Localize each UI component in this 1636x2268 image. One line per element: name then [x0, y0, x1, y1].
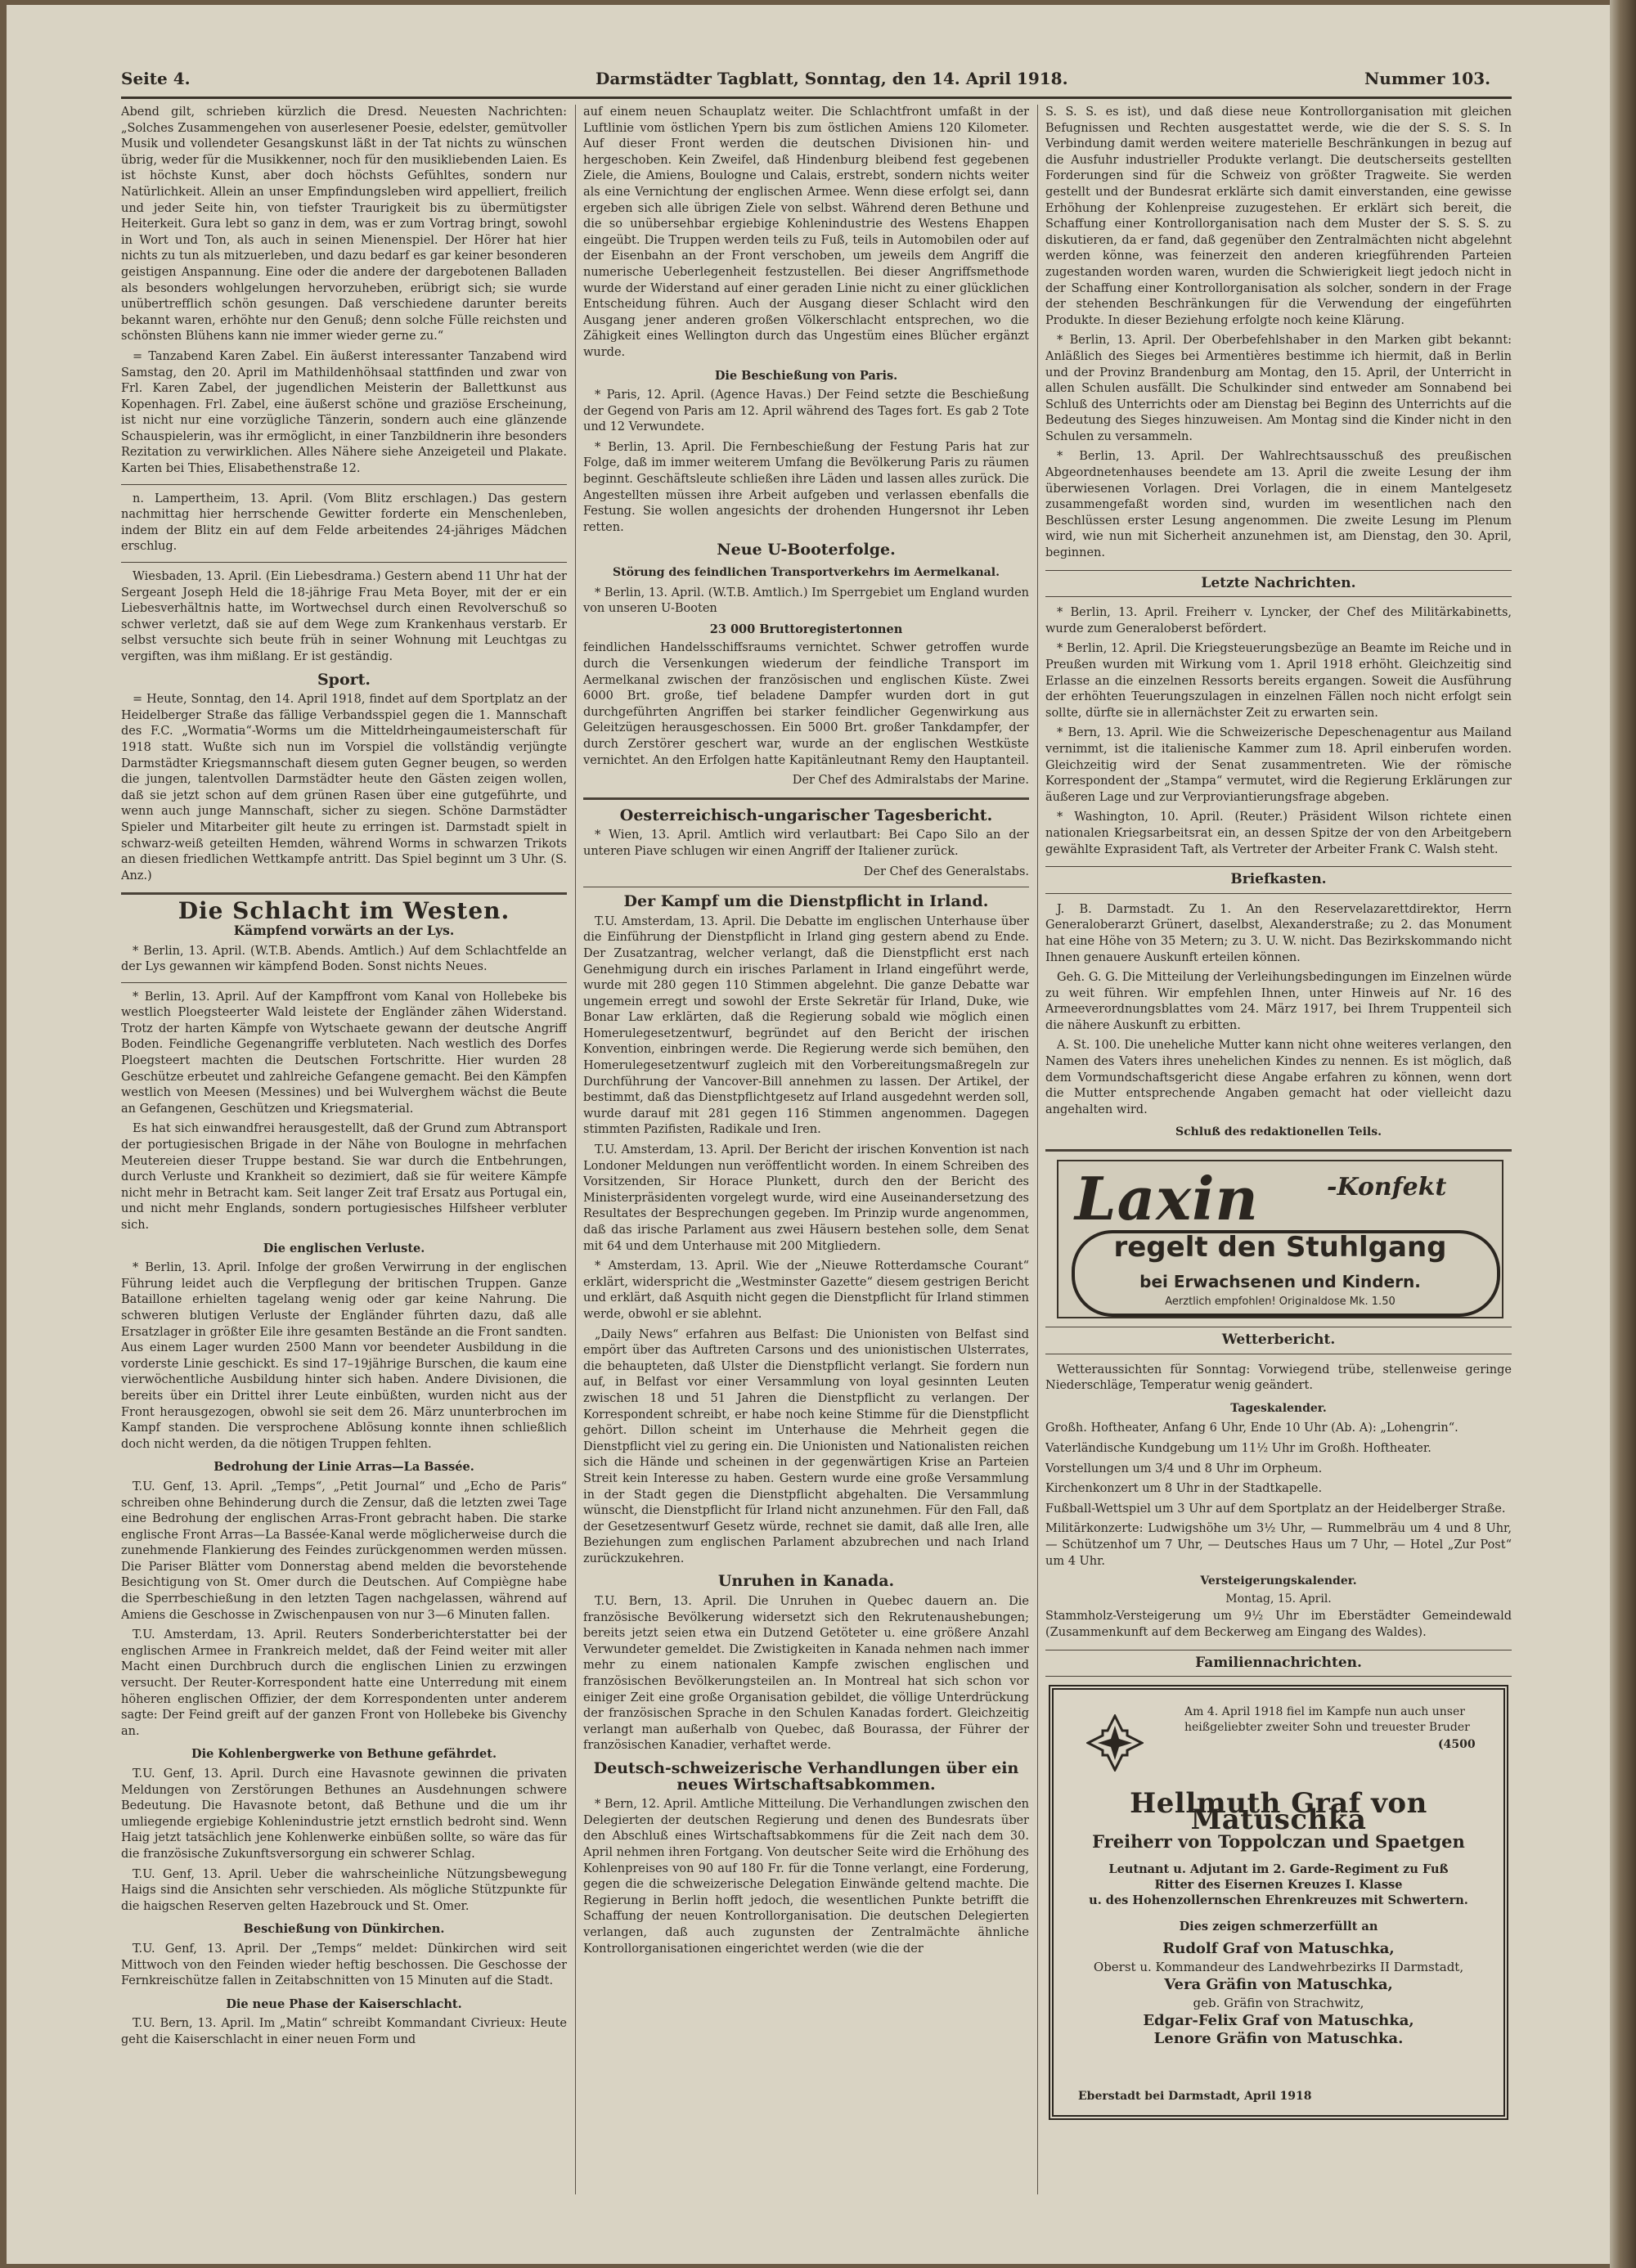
- article-text: = Tanzabend Karen Zabel. Ein äußerst interessanter Tanzabend wird Samstag, den 20. April im Mathildenhöhsaal stattfinden und zwar von Frl. Karen Zabel, der jugendlichen Meisterin der Ballettkunst aus Kopenhagen. Frl. Zabel, eine äußerst schöne und graziöse Erscheinung, ist nicht nur eine vorzügliche Tänzerin, sondern auch eine glänzende Schauspielerin, was ihr ermöglicht, in einer Tanzbildnerin ihre besonders Rezitation zu verwirklichen. Alles Nähere siehe Anzeigeteil und Plakate. Karten bei Thies, Elisabethenstraße 12.: [121, 349, 567, 476]
- article-text: * Berlin, 13. April. Der Oberbefehlshaber in den Marken gibt bekannt: Anläßlich des Sieges bei Armentières bestimme ich hiermit, daß in Berlin und der Provinz Brandenburg am Montag, den 15. April, der Unterricht in allen Schulen ausfällt. Die Schulkinder sind entweder am Sonnabend bei Schluß des Unterrichts oder am Dienstag bei Beginn des Unterrichts auf die Bedeutung des Sieges hinzuweisen. Am Montag sind die Kinder nicht in den Schulen zu versammeln.: [1045, 334, 1512, 443]
- page-number: Seite 4.: [121, 69, 191, 88]
- section-heading: Neue U-Booterfolge.: [717, 541, 896, 559]
- article-text: Es hat sich einwandfrei herausgestellt, daß der Grund zum Abtransport der portugiesischen Brigade in der Nähe von Boulogne in mehrfachen Meutereien dieser Truppe bestand. Sie war durch die Entbehrungen, durch Verluste und Krankheit so dezimiert, daß sie für weitere Kämpfe nicht mehr in Betracht kam. Seit langer Zeit traf Ersatz aus Portugal ein, und nicht mehr Englands, sondern portugiesisches Hilfsheer verbluter sich.: [121, 1122, 567, 1232]
- subheading: Die englischen Verluste.: [263, 1241, 425, 1255]
- calendar-item: Vorstellungen um 3/4 und 8 Uhr im Orpheum.: [1045, 1462, 1323, 1475]
- newspaper-title-date: Darmstädter Tagblatt, Sonntag, den 14. April 1918.: [596, 69, 1068, 88]
- article-text: „Daily News“ erfahren aus Belfast: Die Unionisten von Belfast sind empört über das Auftreten Carsons und des unionistischen Ulsterrates, die behaupteten, daß Ulster die Dienstpflicht verlangt. Sie fordern nun auf, in Belfast vor einer Versammlung von loyal gesinnten Leuten zwischen 18 und 51 Jahren die Dienstpflicht zu verlangen. Der Korrespondent schreibt, er habe noch keine Stimme für die Dienstpflicht gehört. Dillon scheint im Unterhause die Mehrheit gegen die Dienstpflicht viel zu gering ein. Die Unionisten und Nationalisten reichen sich die Hände und scheinen in der gegenwärtigen Krise an Parteien Streit kein Interesse zu haben. Gestern wurde eine große Versammlung in der Stadt gegen die Dienstpflicht abgehalten. Die Versammlung wünscht, die Dienstpflicht für Irland nicht anzunehmen. Für den Fall, daß der Gesetzesentwurf Gesetz würde, rechnet sie damit, daß alle Iren, alle Beziehungen zum englischen Parlament abzubrechen und nach Irland zurückzukehren.: [583, 1327, 1029, 1565]
- article-text: feindlichen Handelsschiffsraums vernichtet. Schwer getroffen wurde durch die Versenkungen wiederum der feindliche Transport im Aermelkanal zwischen der französischen und englischen Küste. Zwei 6000 Brt. große, tief beladene Dampfer wurden dort in gut durchgeführten Angriffen bei starker feindlicher Gegenwirkung aus Geleitzügen herausgeschossen. Ein 5000 Brt. großer Tankdampfer, der durch Zerstörer geschert war, wurde an der englischen Westküste vernichtet. An den Erfolgen hatte Kapitänleutnant Remy den Hauptanteil.: [583, 641, 1029, 767]
- calendar-item: Großh. Hoftheater, Anfang 6 Uhr, Ende 10 Uhr (Ab. A): „Lohengrin“.: [1045, 1421, 1458, 1435]
- article-text: * Berlin, 13. April. Auf der Kampffront vom Kanal von Hollebeke bis westlich Ploegsteerter Wald leistete der Engländer zähen Widerstand. Trotz der harten Kämpfe von Wytschaete gewann der deutsche Angriff Boden. Feindliche Gegenangriffe verbluteten. Nach westlich des Dorfes Ploegsteert machten die Deutschen Fortschritte. Hier wurden 28 Geschütze erbeutet und zahlreiche Gefangene gemacht. Bei den Kämpfen westlich von Meesen (Messines) und bei Wulverghem wächst die Beute an Gefangenen, Geschützen und Kriegsmaterial.: [121, 990, 567, 1116]
- subheading: Beschießung von Dünkirchen.: [243, 1922, 445, 1937]
- article-text: * Berlin, 13. April. Infolge der großen Verwirrung in der englischen Führung leidet auch die Verpflegung der britischen Truppen. Ganze Bataillone erhielten tagelang wenig oder gar keine Nahrung. Die schweren blutigen Verluste der Engländer führten dazu, daß alle Ersatzlager in größter Eile ihre gesamten Bestände an die Front sandten. Aus einem Lager wurden 2500 Mann vor beendeter Ausbildung in die vorderste Linie geschickt. Es sind 17–19jährige Burschen, die kaum eine vierwöchentliche Ausbildung hinter sich haben. Andere Divisionen, die bereits über ein Drittel ihrer Leute einbüßten, wurden nicht aus der Front herausgezogen, obwohl sie seit dem 26. März ununterbrochen im Kampf standen. Die versprochene Ablösung konnte ihnen schließlich doch nicht werden, da die nötigen Truppen fehlten.: [121, 1261, 567, 1451]
- column-divider: [1037, 105, 1038, 2194]
- deceased-rank: Leutnant u. Adjutant im 2. Garde-Regiment zu Fuß Ritter des Eisernen Kreuzes I. Klasse u. des Hohenzollernschen Ehrenkreuzes mit Schwertern.: [1089, 1862, 1468, 1908]
- article-text: * Berlin, 13. April. Freiherr v. Lyncker, der Chef des Militärkabinetts, wurde zum Generaloberst befördert.: [1045, 606, 1512, 635]
- calendar-date: Montag, 15. April.: [1225, 1592, 1332, 1606]
- notice-ref: (4500: [1438, 1738, 1476, 1752]
- divider: [121, 982, 567, 983]
- calendar-item: Stammholz-Versteigerung um 9½ Uhr im Eberstädter Gemeindewald (Zusammenkunft auf dem Beckerweg am Eingang des Waldes).: [1045, 1610, 1512, 1639]
- subheadline: Kämpfend vorwärts an der Lys.: [233, 922, 455, 938]
- subheading: Die neue Phase der Kaiserschlacht.: [226, 1996, 462, 2011]
- signer-name: Edgar-Felix Graf von Matuschka,: [1143, 2012, 1414, 2030]
- article-text: T.U. Genf, 13. April. Ueber die wahrscheinliche Nützungsbewegung Haigs sind die Ansichten sehr verschieden. Als mögliche Stützpunkte für die haigschen Reserven gelten Hazebrouck und St. Omer.: [121, 1867, 567, 1913]
- ad-subline: bei Erwachsenen und Kindern.: [1139, 1272, 1421, 1292]
- article-text: * Paris, 12. April. (Agence Havas.) Der Feind setzte die Beschießung der Gegend von Paris am 12. April während des Tages fort. Es gab 2 Tote und 12 Verwundete.: [583, 388, 1029, 434]
- article-text: * Washington, 10. April. (Reuter.) Präsident Wilson richtete einen nationalen Kriegsarbeitsrat ein, an dessen Spitze der von den Arbeitgebern gewählte Exprasident Taft, als Vertreter der Arbeiter Frank C. Walsh steht.: [1045, 811, 1512, 856]
- article-text: auf einem neuen Schauplatz weiter. Die Schlachtfront umfaßt in der Luftlinie vom östlichen Ypern bis zum östlichen Amiens 120 Kilometer. Auf dieser Front werden die deutschen Divisionen hin- und hergeschoben. Kein Zweifel, daß Hindenburg bleibend fest gegebenen Ziele, die Amiens, Boulogne und Calais, erstrebt, sondern nichts weiter als eine Vernichtung der englischen Armee. Wenn diese erfolgt sei, dann ergeben sich alle übrigen Ziele von selbst. Während deren Bethune und die so unübersehbar ergiebige Kohlenindustrie des Westens Ehappen eingeübt. Die Truppen werden teils zu Fuß, teils in Automobilen oder auf der Eisenbahn an der Front verschoben, um jeweils dem Angriff die numerische Ueberlegenheit festzustellen. Bei dieser Angriffsmethode wurde der Widerstand auf einer geraden Linie nicht zu einer glücklichen Entscheidung führen. Auch der Ausgang dieser Schlacht wird den Ausgang jener anderen großen Völkerschlacht entsprechen, wo die Zähigkeit eines Wellington durch das Ungestüm eines Blücher ergänzt wurde.: [583, 106, 1029, 359]
- divider: [1045, 1149, 1512, 1152]
- notice-intro: Am 4. April 1918 fiel im Kampfe nun auch unser heißgeliebter zweiter Sohn und treuester Bruder: [1184, 1705, 1470, 1735]
- signer-detail: Oberst u. Kommandeur des Landwehrbezirks II Darmstadt,: [1093, 1960, 1464, 1975]
- notice-announcement: Dies zeigen schmerzerfüllt an: [1179, 1920, 1378, 1934]
- calendar-item: Kirchenkonzert um 8 Uhr in der Stadtkapelle.: [1045, 1482, 1323, 1496]
- article-text: * Berlin, 13. April. (W.T.B. Abends. Amtlich.) Auf dem Schlachtfelde an der Lys gewannen wir kämpfend Boden. Sonst nichts Neues.: [121, 944, 567, 974]
- signature: Der Chef des Generalstabs.: [863, 865, 1029, 878]
- header-rule: [121, 97, 1512, 99]
- section-heading: Der Kampf um die Dienstpflicht in Irland.: [623, 892, 989, 911]
- ad-brand-suffix: -Konfekt: [1327, 1173, 1447, 1202]
- end-editorial-note: Schluß des redaktionellen Teils.: [1175, 1125, 1382, 1139]
- ad-fineprint: Aerztlich empfohlen! Originaldose Mk. 1.50: [1165, 1296, 1396, 1309]
- article-text: = Heute, Sonntag, den 14. April 1918, findet auf dem Sportplatz an der Heidelberger Straße das fällige Verbandsspiel gegen die 1. Mannschaft des F.C. „Wormatia“-Worms um die Mitteldrheingaumeisterschaft für 1918 statt. Wußte sich nun im Vorspiel die vollständig verjüngte Darmstädter Kriegsmannschaft diesem guten Gegner beugen, so werden die jungen, talentvollen Darmstädter heute den Gästen zeigen wollen, daß sie jetzt schon auf dem grünen Rasen über eine gutgeführte, und wenn auch junge Mannschaft, sicher zu siegen. Schöne Darmstädter Spieler und Mitarbeiter gilt heute zu erringen ist. Darmstadt spielt in schwarz-weiß geteilten Hemden, während Worms in schwarzen Trikots an diesen friedlichen Wettkampfe antritt. Das Spiel beginnt um 3 Uhr. (S. Anz.): [121, 693, 567, 882]
- issue-number: Nummer 103.: [1364, 69, 1491, 88]
- signer-name: Lenore Gräfin von Matuschka.: [1153, 2030, 1404, 2048]
- section-heading: Familiennachrichten.: [1045, 1650, 1512, 1677]
- section-heading: Unruhen in Kanada.: [717, 1572, 895, 1591]
- article-text: S. S. S. es ist), und daß diese neue Kontrollorganisation mit gleichen Befugnissen und Rechten ausgestattet werde, wie die der S. S. S. In Verbindung damit werden weitere materielle Beschränkungen in bezug auf die Ausfuhr industrieller Produkte verlangt. Die deutscherseits gestellten Forderungen sind für die Schweiz von größter Tragweite. Sie werden gestellt und der Bundesrat erklärte sich damit einverstanden, eine gewisse Erhöhung der Kohlenpreise zuzugestehen. Er erklärt sich bereit, die Schaffung einer Kontrollorganisation nach dem Muster der S. S. S. zu diskutieren, da er fand, daß gegenüber den Zentralmächten nicht abgelehnt werden könne, was feinerzeit den anderen kriegführenden Parteien zugestanden worden waren, wurden die Schwierigkeit liegt jedoch nicht in der Schaffung einer Kontrollorganisation als solcher, sondern in der Frage der stehenden Beschränkungen für die Verwendung der eingeführten Produkte. In dieser Beziehung erfolgte noch keine Klärung.: [1045, 106, 1512, 327]
- ad-slogan: regelt den Stuhlgang: [1113, 1231, 1447, 1264]
- article-text: * Bern, 12. April. Amtliche Mitteilung. Die Verhandlungen zwischen den Delegierten der deutschen Regierung und denen des Bundesrats über den Abschluß eines Wirtschaftsabkommens für die Zeit nach dem 30. April nehmen ihren Fortgang. Von deutscher Seite wird die Erhöhung des Kohlenpreises von 90 auf 180 Fr. für die Tonne verlangt, eine Forderung, gegen die die schweizerische Delegation Einwände geltend machte. Die Regierung in Berlin hofft jedoch, die wesentlichen Punkte betrifft die Schaffung der neuen Kontrollorganisation. Die deutschen Delegierten verlangen, daß auch zugunsten der Zentralmächte ähnliche Kontrollorganisationen eingerichtet werden (wie die der: [583, 1798, 1029, 1956]
- article-text: T.U. Amsterdam, 13. April. Die Debatte im englischen Unterhause über die Einführung der Dienstpflicht in Irland ging gestern abend zu Ende. Der Zusatzantrag, welcher verlangt, daß die Dienstpflicht erst nach Genehmigung durch ein irisches Parlament in Irland eingeführt werde, wurde mit 280 gegen 110 Stimmen abgelehnt. Die ganze Debatte war ungemein erregt und sowohl der Erste Sekretär für Irland, Duke, wie Bonar Law erklärten, daß die Regierung sobald wie möglich einen Homerulegesetzentwurf, begründet auf den Bericht der irischen Konvention, einbringen werde. Die Regierung werde sich bemühen, den Homerulegesetzentwurf zugleich mit den Vorbereitungsmaßregeln zur Durchführung der Vancover-Bill annehmen zu lassen. Der Artikel, der bestimmt, daß das Dienstpflichtgesetz auf Irland ausgedehnt werden soll, wurde darauf mit 281 gegen 116 Stimmen angenommen. Dagegen stimmten Pazifisten, Radikale und Iren.: [583, 914, 1029, 1137]
- subheading: Versteigerungskalender.: [1200, 1574, 1357, 1588]
- article-text: Abend gilt, schrieben kürzlich die Dresd. Neuesten Nachrichten: „Solches Zusammengehen von auserlesener Poesie, edelster, gemütvoller Musik und vollendeter Gesangskunst läßt in der Tat nichts zu wünschen übrig, weder für die Musikkenner, noch für den musikliebenden Laien. Es ist höchste Kunst, aber doch höchsts Gefühltes, sondern nur Natürlichkeit. Allein an unser Empfindungsleben wird appelliert, freilich und jeder Seite hin, von tiefster Traurigkeit bis zu übermütigster Heiterkeit. Gura lebt so ganz in dem, was er zum Vortrag bringt, sowohl in Wort und Ton, als auch in seinen Mienenspiel. Der Hörer hat hier nichts zu tun als mitzuerleben, und dazu bedarf es gar keiner besonderen geistigen Anspannung. Eine oder die andere der dargebotenen Balladen als besonders wohlgelungen hervorzuheben, erübrigt sich; sie wurde unübertrefflich schön gesungen. Daß verschiedene darunter bereits bekannt waren, erhöhte nur den Genuß; denn solche Fülle reichsten und schönsten Blühens kann nie immer wieder gerne zu.“: [121, 106, 567, 344]
- article-text: * Berlin, 13. April. Die Fernbeschießung der Festung Paris hat zur Folge, daß im immer weiterem Umfang die Bevölkerung Paris zu räumen beginnt. Geschäftsleute schließen ihre Läden und lassen alles zurück. Die Angestellten müssen ihre Arbeit aufgeben und verlassen ebenfalls die Festung. Sie wollen angesichts der drohenden Hungersnot ihr Leben retten.: [583, 440, 1029, 534]
- death-notice: [1049, 1685, 1508, 2120]
- calendar-item: Vaterländische Kundgebung um 11½ Uhr im Großh. Hoftheater.: [1045, 1442, 1432, 1455]
- binding-edge: [1610, 0, 1636, 2268]
- tonnage-figure: 23 000 Bruttoregistertonnen: [709, 622, 903, 636]
- article-text: * Berlin, 13. April. (W.T.B. Amtlich.) Im Sperrgebiet um England wurden von unseren U-Booten: [583, 586, 1029, 616]
- article-text: A. St. 100. Die uneheliche Mutter kann nicht ohne weiteres verlangen, den Namen des Vaters ihres unehelichen Kindes zu nennen. Es ist möglich, daß dem Vormundschaftsgericht diese Angabe erfahren zu können, wenn dort die Mutter entsprechende Angaben gemacht hat oder vielleicht dazu angehalten wird.: [1045, 1039, 1512, 1116]
- column-1: [121, 105, 567, 2198]
- divider: [121, 562, 567, 563]
- article-text: * Berlin, 12. April. Die Kriegsteuerungsbezüge an Beamte im Reiche und in Preußen wurden mit Wirkung vom 1. April 1918 erhöht. Gleichzeitig sind Erlasse an die einzelnen Ressorts bereits ergangen. Soweit die Ausführung der erhöhten Teuerungszulagen in einzelnen Fällen noch nicht erfolgt sein sollte, dürfte sie in allernächster Zeit zu erwarten sein.: [1045, 642, 1512, 720]
- article-text: Geh. G. G. Die Mitteilung der Verleihungsbedingungen im Einzelnen würde zu weit führen. Wir empfehlen Ihnen, unter Hinweis auf Nr. 16 des Armeeverordnungsblattes vom 24. März 1917, bei Ihrem Truppenteil sich die nähere Auskunft zu erbitten.: [1045, 971, 1512, 1032]
- article-text: Wetteraussichten für Sonntag: Vorwiegend trübe, stellenweise geringe Niederschläge, Temperatur wenig geändert.: [1045, 1363, 1512, 1393]
- article-text: T.U. Genf, 13. April. Der „Temps“ meldet: Dünkirchen wird seit Mittwoch von den Feinden wieder heftig beschossen. Die Geschosse der Fernkreischütze fallen in Zeitabschnitten von 15 Minuten auf die Stadt.: [121, 1942, 567, 1988]
- subheading: Die Beschießung von Paris.: [714, 368, 898, 383]
- subheading: Störung des feindlichen Transportverkehrs im Aermelkanal.: [613, 566, 1000, 580]
- subheading: Tageskalender.: [1230, 1401, 1327, 1415]
- article-text: T.U. Amsterdam, 13. April. Der Bericht der irischen Konvention ist nach Londoner Meldungen nun veröffentlicht worden. In einem Schreiben des Vorsitzenden, Sir Horace Plunkett, durch den der Bericht des Ministerpräsidenten vorgelegt wurde, wird eine Auseinandersetzung des Resultates der Besprechungen gegeben. Im Prinzip wurde angenommen, daß das irische Parlament aus zwei Häusern bestehen solle, dem Senat mit 64 und dem Unterhause mit 200 Mitgliedern.: [583, 1143, 1029, 1253]
- article-text: * Bern, 13. April. Wie die Schweizerische Depeschenagentur aus Mailand vernimmt, ist die italienische Kammer zum 18. April einberufen worden. Gleichzeitig wird der Senat zusammentreten. Wie der römische Korrespondent der „Stampa“ vermutet, wird die Regierung Erklärungen zur äußeren Lage und zur Verproviantierungsfrage abgeben.: [1045, 726, 1512, 804]
- column-2: [583, 105, 1029, 2198]
- calendar-item: Militärkonzerte: Ludwigshöhe um 3½ Uhr, — Rummelbräu um 4 und 8 Uhr, — Schützenhof um 7 Uhr, — Deutsches Haus um 7 Uhr, — Hotel „Zur Post“ um 4 Uhr.: [1045, 1522, 1512, 1568]
- page-header: [39, 64, 1512, 97]
- divider: [121, 892, 567, 895]
- deceased-name: Hellmuth Graf von Matuschka: [1130, 1787, 1427, 1836]
- signer-name: Rudolf Graf von Matuschka,: [1162, 1940, 1395, 1958]
- article-text: J. B. Darmstadt. Zu 1. An den Reservelazarettdirektor, Herrn Generaloberarzt Grünert, daselbst, Alexanderstraße; zu 2. das Monument hat eine Höhe von 35 Metern; zu 3. U. W. nicht. Das Bezirkskommando nicht Ihnen genauere Auskunft erteilen können.: [1045, 902, 1512, 964]
- newspaper-page: [7, 5, 1610, 2264]
- section-heading: Oesterreichisch-ungarischer Tagesbericht.: [619, 806, 993, 824]
- section-heading: Briefkasten.: [1045, 866, 1512, 894]
- article-text: n. Lampertheim, 13. April. (Vom Blitz erschlagen.) Das gestern nachmittag hier herrschende Gewitter forderte ein Menschenleben, indem der Blitz ein auf dem Felde arbeitendes 24-jähriges Mädchen erschlug.: [121, 492, 567, 554]
- section-heading: Sport.: [317, 670, 371, 689]
- laxin-advertisement: [1057, 1160, 1503, 1318]
- calendar-item: Fußball-Wettspiel um 3 Uhr auf dem Sportplatz an der Heidelberger Straße.: [1045, 1502, 1506, 1516]
- column-3: [1045, 105, 1512, 2198]
- article-text: T.U. Genf, 13. April. „Temps“, „Petit Journal“ und „Echo de Paris“ schreiben ohne Behinderung durch die Zensur, daß die letzten zwei Tage eine Bedrohung der englischen Arras-Front gebracht haben. Die starke englische Front Arras—La Bassée-Kanal werde möglicherweise durch die zunehmende Flankierung des Feindes zurückgenommen werden müssen. Die Pariser Blätter vom Donnerstag abend melden die bevorstehende Besichtigung von St. Omer durch die Deutschen. Auf Compiègne habe die Sperrbeschießung in den letzten Tagen nachgelassen, während auf Amiens die Geschosse in Zwischenpausen von nur 3—6 Minuten fallen.: [121, 1480, 567, 1622]
- signer-name: Vera Gräfin von Matuschka,: [1164, 1976, 1393, 1994]
- article-text: T.U. Amsterdam, 13. April. Reuters Sonderberichterstatter bei der englischen Armee in Frankreich meldet, daß der Feind weiter mit aller Macht einen Durchbruch durch die englischen Linien zu erzwingen versucht. Der Reuter-Korrespondent hatte eine Unterredung mit einem höheren englischen Offizier, der dem Korrespondenten unter anderem sagte: Der Feind greift auf der ganzen Front von Hollebeke bis Givenchy an.: [121, 1628, 567, 1738]
- article-text: T.U. Bern, 13. April. Die Unruhen in Quebec dauern an. Die französische Bevölkerung widersetzt sich den Rekrutenaushebungen; bereits jetzt seien etwa ein Dutzend Getöteter u. eine größere Anzahl Verwundeter gemeldet. Die Zwistigkeiten in Kanada nehmen nach immer mehr zu einem nationalen Kampfe zwischen englischen und französischen Bevölkerungsteilen an. In Montreal hat sich schon vor einiger Zeit eine große Organisation gebildet, die völlige Unterdrückung der französischen Sprache in den Schulen Kanadas fordert. Gleichzeitig verlangt man außerhalb von Quebec, daß Bourassa, der Führer der französischen Kanadier, verhaftet werde.: [583, 1595, 1029, 1753]
- ad-brand: Laxin: [1075, 1164, 1259, 1234]
- notice-place-date: Eberstadt bei Darmstadt, April 1918: [1078, 2090, 1312, 2104]
- article-text: T.U. Bern, 13. April. Im „Matin“ schreibt Kommandant Civrieux: Heute geht die Kaiserschlacht in einer neuen Form und: [121, 2017, 567, 2046]
- divider: [121, 484, 567, 485]
- article-text: * Wien, 13. April. Amtlich wird verlautbart: Bei Capo Silo an der unteren Piave schlugen wir einen Angriff der Italiener zurück.: [583, 829, 1029, 858]
- subheading: Die Kohlenbergwerke von Bethune gefährdet.: [191, 1747, 497, 1762]
- article-text: Wiesbaden, 13. April. (Ein Liebesdrama.) Gestern abend 11 Uhr hat der Sergeant Joseph Held die 18-jährige Frau Meta Boyer, mit der er ein Liebesverhältnis hatte, im Wortwechsel durch einen Revolverschuß so schwer verletzt, daß sie auf dem Wege zum Krankenhaus verstarb. Er selbst versuchte sich beute früh in seiner Wohnung mit Leuchtgas zu vergiften, was ihm mißlang. Er ist geständig.: [121, 570, 567, 663]
- subheading: Bedrohung der Linie Arras—La Bassée.: [213, 1460, 474, 1475]
- signer-detail: geb. Gräfin von Strachwitz,: [1193, 1996, 1364, 2011]
- column-divider: [575, 105, 576, 2194]
- divider: [583, 797, 1029, 800]
- article-text: * Berlin, 13. April. Der Wahlrechtsausschuß des preußischen Abgeordnetenhauses beendete am 13. April die zweite Lesung der ihm überwiesenen Vorlagen. Drei Vorlagen, die in einem Mantelgesetz zusammengefaßt worden sind, wurden im wesentlichen nach den Beschlüssen erster Lesung angenommen. Die zweite Lesung im Plenum wird, wie nun mit Sicherheit anzunehmen ist, am Dienstag, den 30. April, beginnen.: [1045, 450, 1512, 560]
- deceased-title: Freiherr von Toppolczan und Spaetgen: [1092, 1831, 1465, 1853]
- headline: Die Schlacht im Westen.: [178, 897, 510, 925]
- section-heading: Deutsch-schweizerische Verhandlungen über ein neues Wirtschaftsabkommen.: [593, 1759, 1019, 1794]
- article-text: * Amsterdam, 13. April. Wie der „Nieuwe Rotterdamsche Courant“ erklärt, widerspricht die „Westminster Gazette“ diesem gestrigen Bericht und erklärt, daß Asquith nicht gegen die Dienstpflicht für Irland stimmen werde, obwohl er sie ablehnt.: [583, 1260, 1029, 1321]
- section-heading: Letzte Nachrichten.: [1045, 570, 1512, 598]
- iron-cross-icon: [1086, 1714, 1144, 1772]
- signature: Der Chef des Admiralstabs der Marine.: [792, 774, 1029, 788]
- notice-signers: [1054, 1940, 1503, 2048]
- article-text: T.U. Genf, 13. April. Durch eine Havasnote gewinnen die privaten Meldungen von Zerstörungen Bethunes an Ausdehnungen schwere Bedeutung. Die Havasnote betont, daß Bethune und die um ihr umliegende ergiebige Kohlenindustrie jetzt ernstlich bedroht sind. Wenn Haig jetzt tatsächlich jene Kohlenwerke einbüßen sollte, so wäre das für die französische Zukunftsversorgung ein schwerer Schlag.: [121, 1767, 567, 1861]
- section-heading: Wetterbericht.: [1045, 1327, 1512, 1354]
